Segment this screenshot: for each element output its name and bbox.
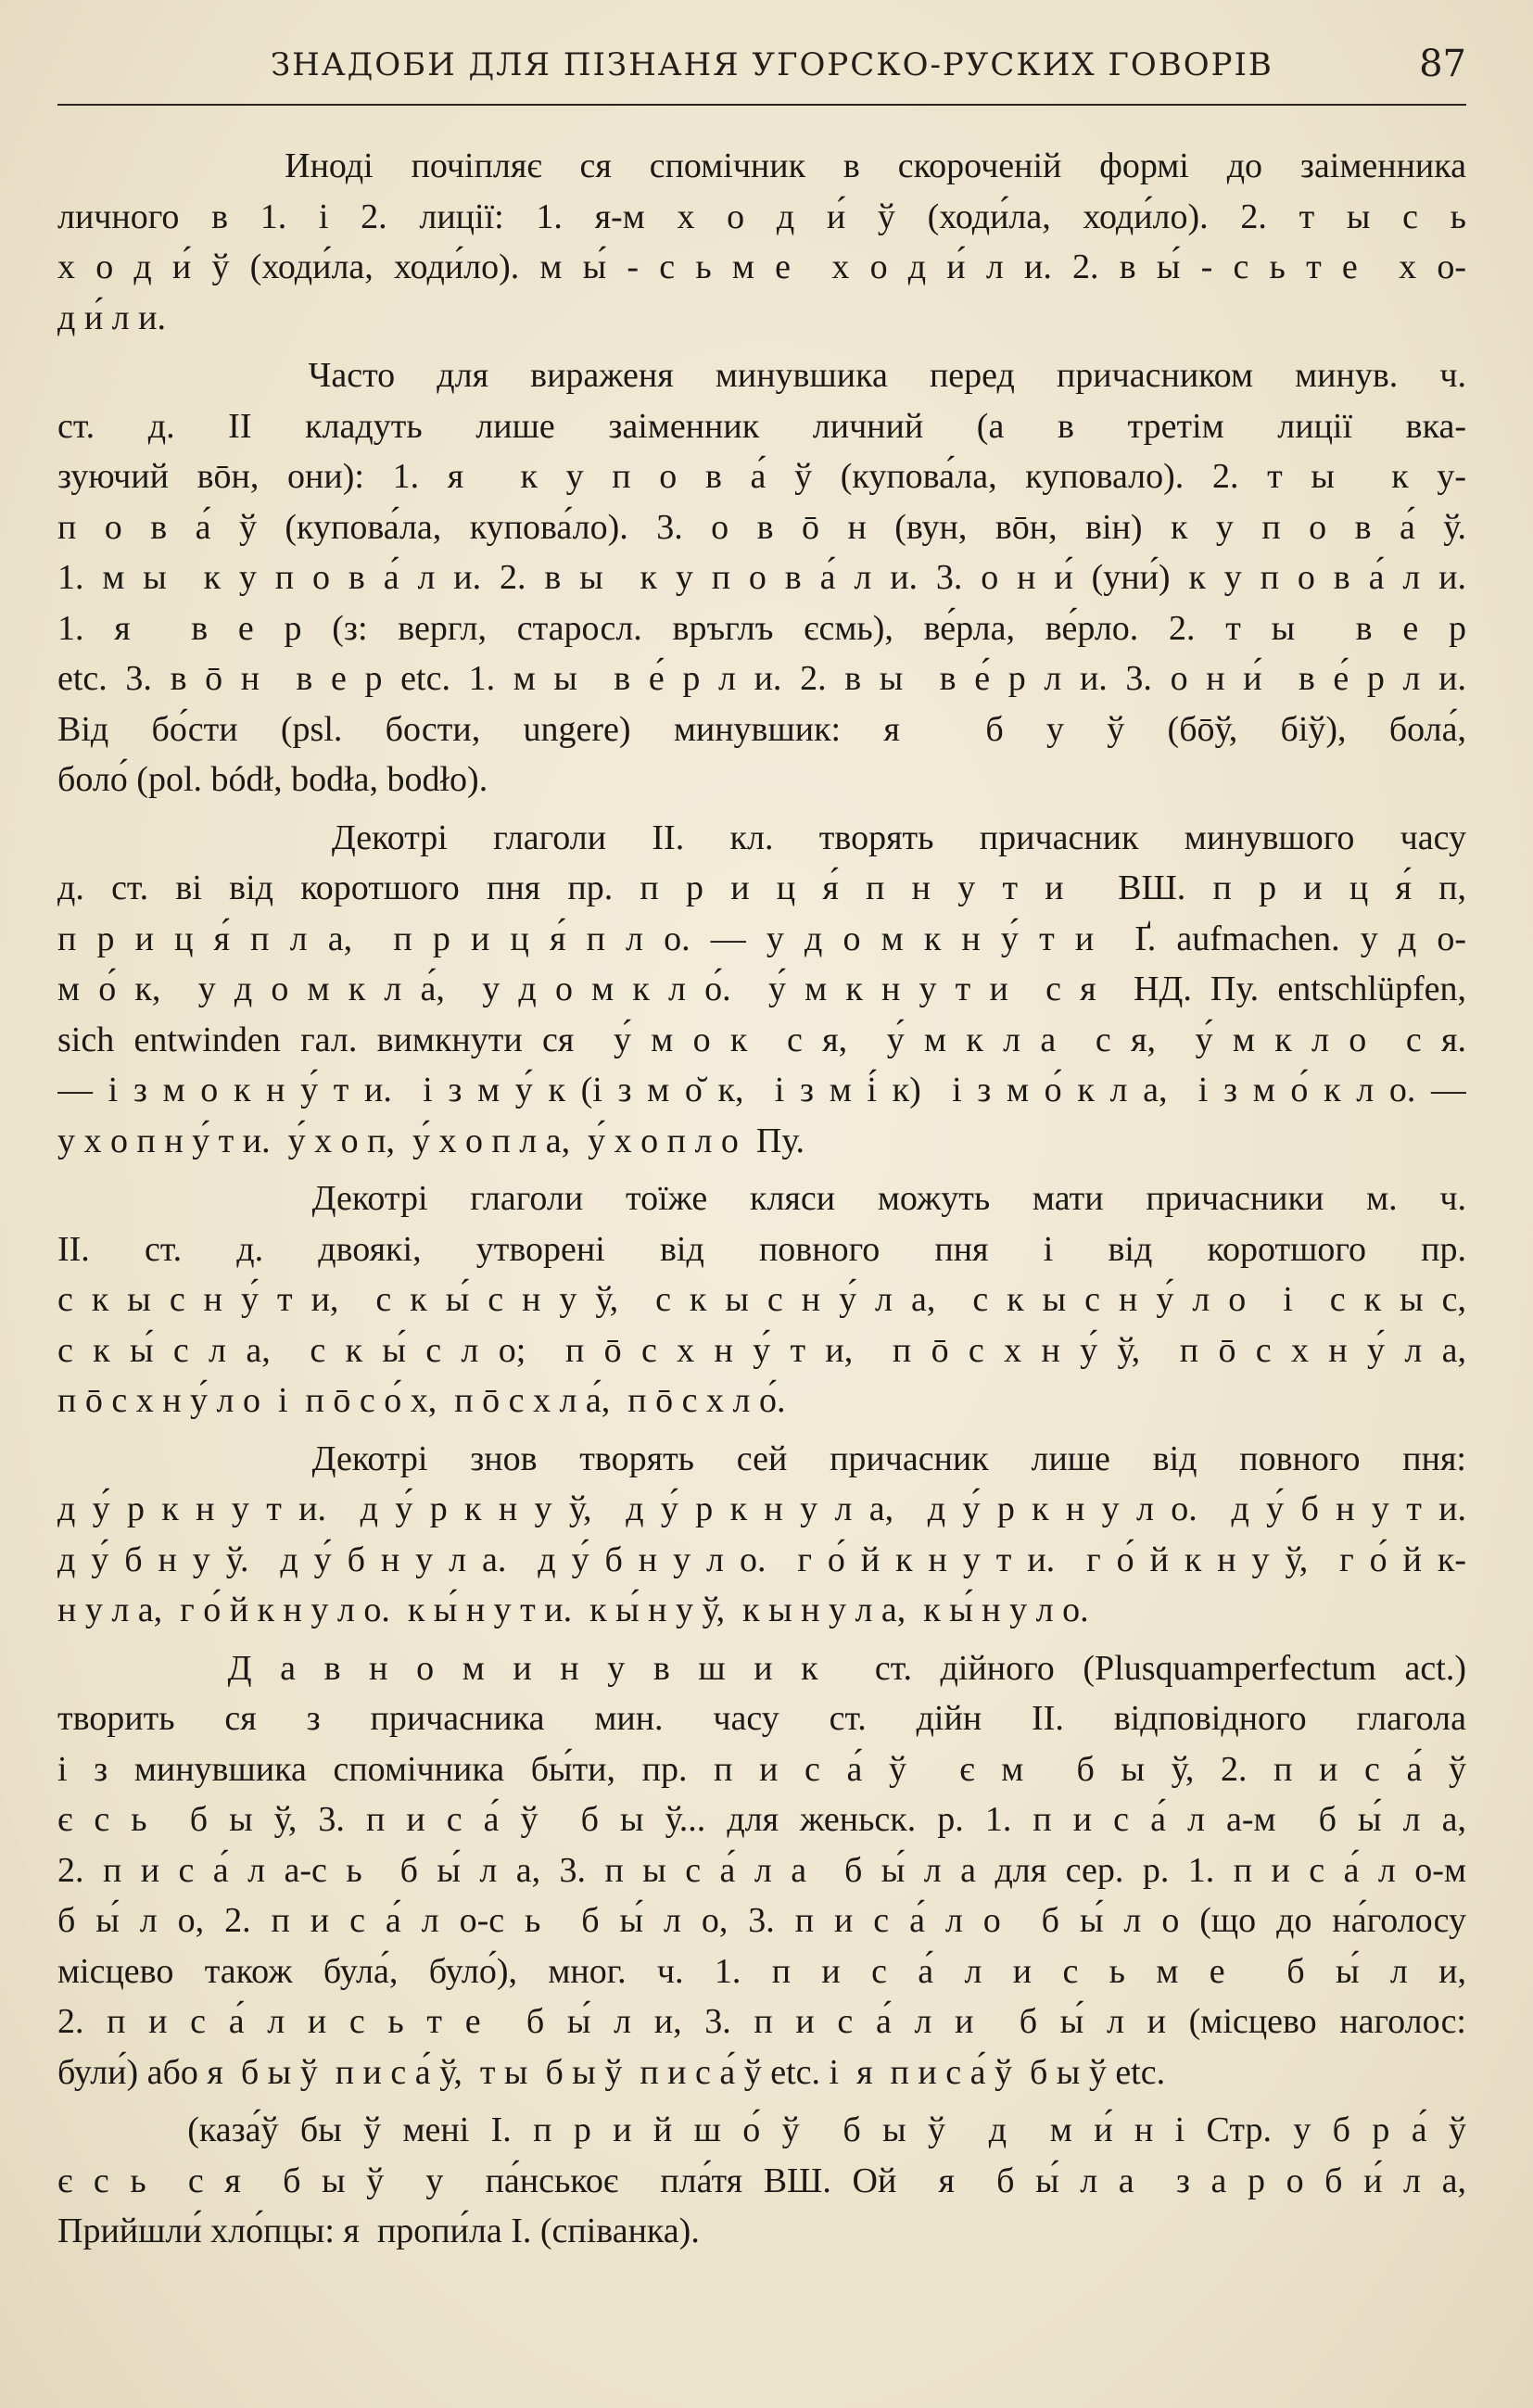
text-line: п о в а́ ў (купова́ла, купова́ло). 3. о в ō н (вун, вōн, він) к у п о в а́ ў.: [57, 507, 1466, 547]
text-line: Від бо́сти (psl. бости, ungere) минувшик: я б у ў (бōў, біў), бола́,: [57, 709, 1466, 749]
paragraph-2: [57, 350, 1466, 805]
text-line: х о д и́ ў (ходи́ла, ходи́ло). м ы́ - с ь м е х о д и́ л и. 2. в ы́ - с ь т е х о-: [57, 247, 1466, 286]
paragraph-1: [57, 141, 1466, 343]
header-rule: [57, 104, 1466, 106]
text-line: личного в 1. і 2. лиції: 1. я-м х о д и́ ў (ходи́ла, ходи́ло). 2. т ы с ь: [57, 196, 1466, 236]
text-line: і з минувшика спомічника бы́ти, пр. п и с а́ ў є м б ы ў, 2. п и с а́ ў: [57, 1749, 1466, 1789]
text-line: у х о п н у́ т и. у́ х о п, у́ х о п л а, у́ х о п л о Пу.: [57, 1121, 805, 1160]
paragraph-5: [57, 1434, 1466, 1636]
page-header: [57, 37, 1466, 109]
text-line: 1. я в е р (з: вергл, старосл. връглъ єсмь), ве́рла, ве́рло. 2. т ы в е р: [57, 608, 1466, 648]
text-line: боло́ (pol. bódł, bodła, bodło).: [57, 760, 488, 799]
text-line: п р и ц я́ п л а, п р и ц я́ п л о. — у д о м к н у́ т и Ґ. aufmachen. у д о-: [57, 919, 1466, 958]
text-line: творить ся з причасника мин. часу ст. дійн II. відповідного глагола: [57, 1699, 1466, 1738]
text-line: — і з м о к н у́ т и. і з м у́ к (і з м о̆ к, і з м і́ к) і з м о́ к л а, і з м о́ к л о. —: [57, 1071, 1466, 1109]
page-number: 87: [1419, 43, 1466, 85]
text-line: зуючий вōн, они): 1. я к у п о в а́ ў (купова́ла, куповало). 2. т ы к у-: [57, 457, 1466, 496]
text-line: Декотрі глаголи II. кл. творять причасник минувшого часу: [57, 817, 1466, 857]
text-line: (каза́ў бы ў мені І. п р и й ш о́ ў б ы ў д м и́ н і Стр. у б р а́ ў: [57, 2110, 1466, 2149]
text-line: Декотрі глаголи тоїже кляси можуть мати причасники м. ч.: [57, 1179, 1466, 1218]
paragraph-6: [57, 1643, 1466, 2098]
text-line: ст. д. II кладуть лише заіменник личний (а в третім лиції вка-: [57, 406, 1466, 446]
paragraph-7: [57, 2105, 1466, 2257]
text-line: Иноді почіпляє ся спомічник в скороченій формі до заіменника: [57, 146, 1466, 185]
text-line: були́) або я б ы ў п и с а́ ў, т ы б ы ў п и с а́ ў etc. і я п и с а́ ў б ы ў etc.: [57, 2052, 1166, 2092]
paragraph-4: [57, 1173, 1466, 1426]
text-line: Д а в н о м и н у в ш и к ст. дійного (Plusquamperfectum act.): [57, 1648, 1466, 1688]
text-line: 2. п и с а́ л и с ь т е б ы́ л и, 3. п и с а́ л и б ы́ л и (місцево наголос:: [57, 2002, 1466, 2041]
text-line: 1. м ы к у п о в а́ л и. 2. в ы к у п о в а́ л и. 3. о н и́ (уни́) к у п о в а́ л и.: [57, 558, 1466, 597]
text-line: є с ь б ы ў, 3. п и с а́ ў б ы ў... для женьск. р. 1. п и с а́ л а-м б ы́ л а,: [57, 1800, 1466, 1839]
text-line: н у л а, г о́ й к н у л о. к ы́ н у т и. к ы́ н у ў, к ы н у л а, к ы́ н у л о.: [57, 1591, 1089, 1629]
text-line: місцево також була́, було́), мног. ч. 1. п и с а́ л и с ь м е б ы́ л и,: [57, 1951, 1466, 1991]
text-body: [57, 141, 1466, 2257]
text-line: с к ы с н у́ т и, с к ы́ с н у ў, с к ы с н у́ л а, с к ы с н у́ л о і с к ы с,: [57, 1280, 1466, 1319]
text-line: є с ь с я б ы ў у па́нськоє пла́тя ВШ. Ой я б ы́ л а з а р о б и́ л а,: [57, 2161, 1466, 2200]
text-line: Декотрі знов творять сей причасник лише від повного пня:: [57, 1438, 1466, 1478]
text-line: sich entwinden гал. вимкнути ся у́ м о к с я, у́ м к л а с я, у́ м к л о с я.: [57, 1020, 1466, 1059]
text-line: etc. 3. в ō н в е р etc. 1. м ы в е́ р л и. 2. в ы в е́ р л и. 3. о н и́ в е́ р л и.: [57, 659, 1466, 698]
text-line: II. ст. д. двоякі, утворені від повного пня і від коротшого пр.: [57, 1229, 1466, 1269]
text-line: Часто для вираженя минувшика перед причасником минув. ч.: [57, 356, 1466, 395]
text-line: 2. п и с а́ л а-с ь б ы́ л а, 3. п ы с а́ л а б ы́ л а для сер. р. 1. п и с а́ л о-м: [57, 1850, 1466, 1890]
paragraph-3: [57, 813, 1466, 1167]
text-line: Прийшли́ хло́пцы: я пропи́ла І. (співанка).: [57, 2212, 700, 2250]
running-title: ЗНАДОБИ ДЛЯ ПІЗНАНЯ УГОРСКО-РУСКИХ ГОВОРІВ: [271, 46, 1273, 83]
text-line: д у́ б н у ў. д у́ б н у л а. д у́ б н у л о. г о́ й к н у т и. г о́ й к н у ў, г о́ й к-: [57, 1540, 1466, 1579]
text-line: д и́ л и.: [57, 298, 166, 337]
text-line: с к ы́ с л а, с к ы́ с л о; п ō с х н у́ т и, п ō с х н у́ ў, п ō с х н у́ л а,: [57, 1330, 1466, 1370]
text-line: д у́ р к н у т и. д у́ р к н у ў, д у́ р к н у л а, д у́ р к н у л о. д у́ б н у т и.: [57, 1489, 1466, 1528]
text-line: м о́ к, у д о м к л а́, у д о м к л о́. у́ м к н у т и с я НД. Пу. entschlüpfen,: [57, 970, 1466, 1008]
text-line: д. ст. ві від коротшого пня пр. п р и ц я́ п н у т и ВШ. п р и ц я́ п,: [57, 868, 1466, 907]
text-line: б ы́ л о, 2. п и с а́ л о-с ь б ы́ л о, 3. п и с а́ л о б ы́ л о (що до на́голосу: [57, 1901, 1466, 1940]
text-line: п ō с х н у́ л о і п ō с о́ х, п ō с х л а́, п ō с х л о́.: [57, 1381, 786, 1420]
